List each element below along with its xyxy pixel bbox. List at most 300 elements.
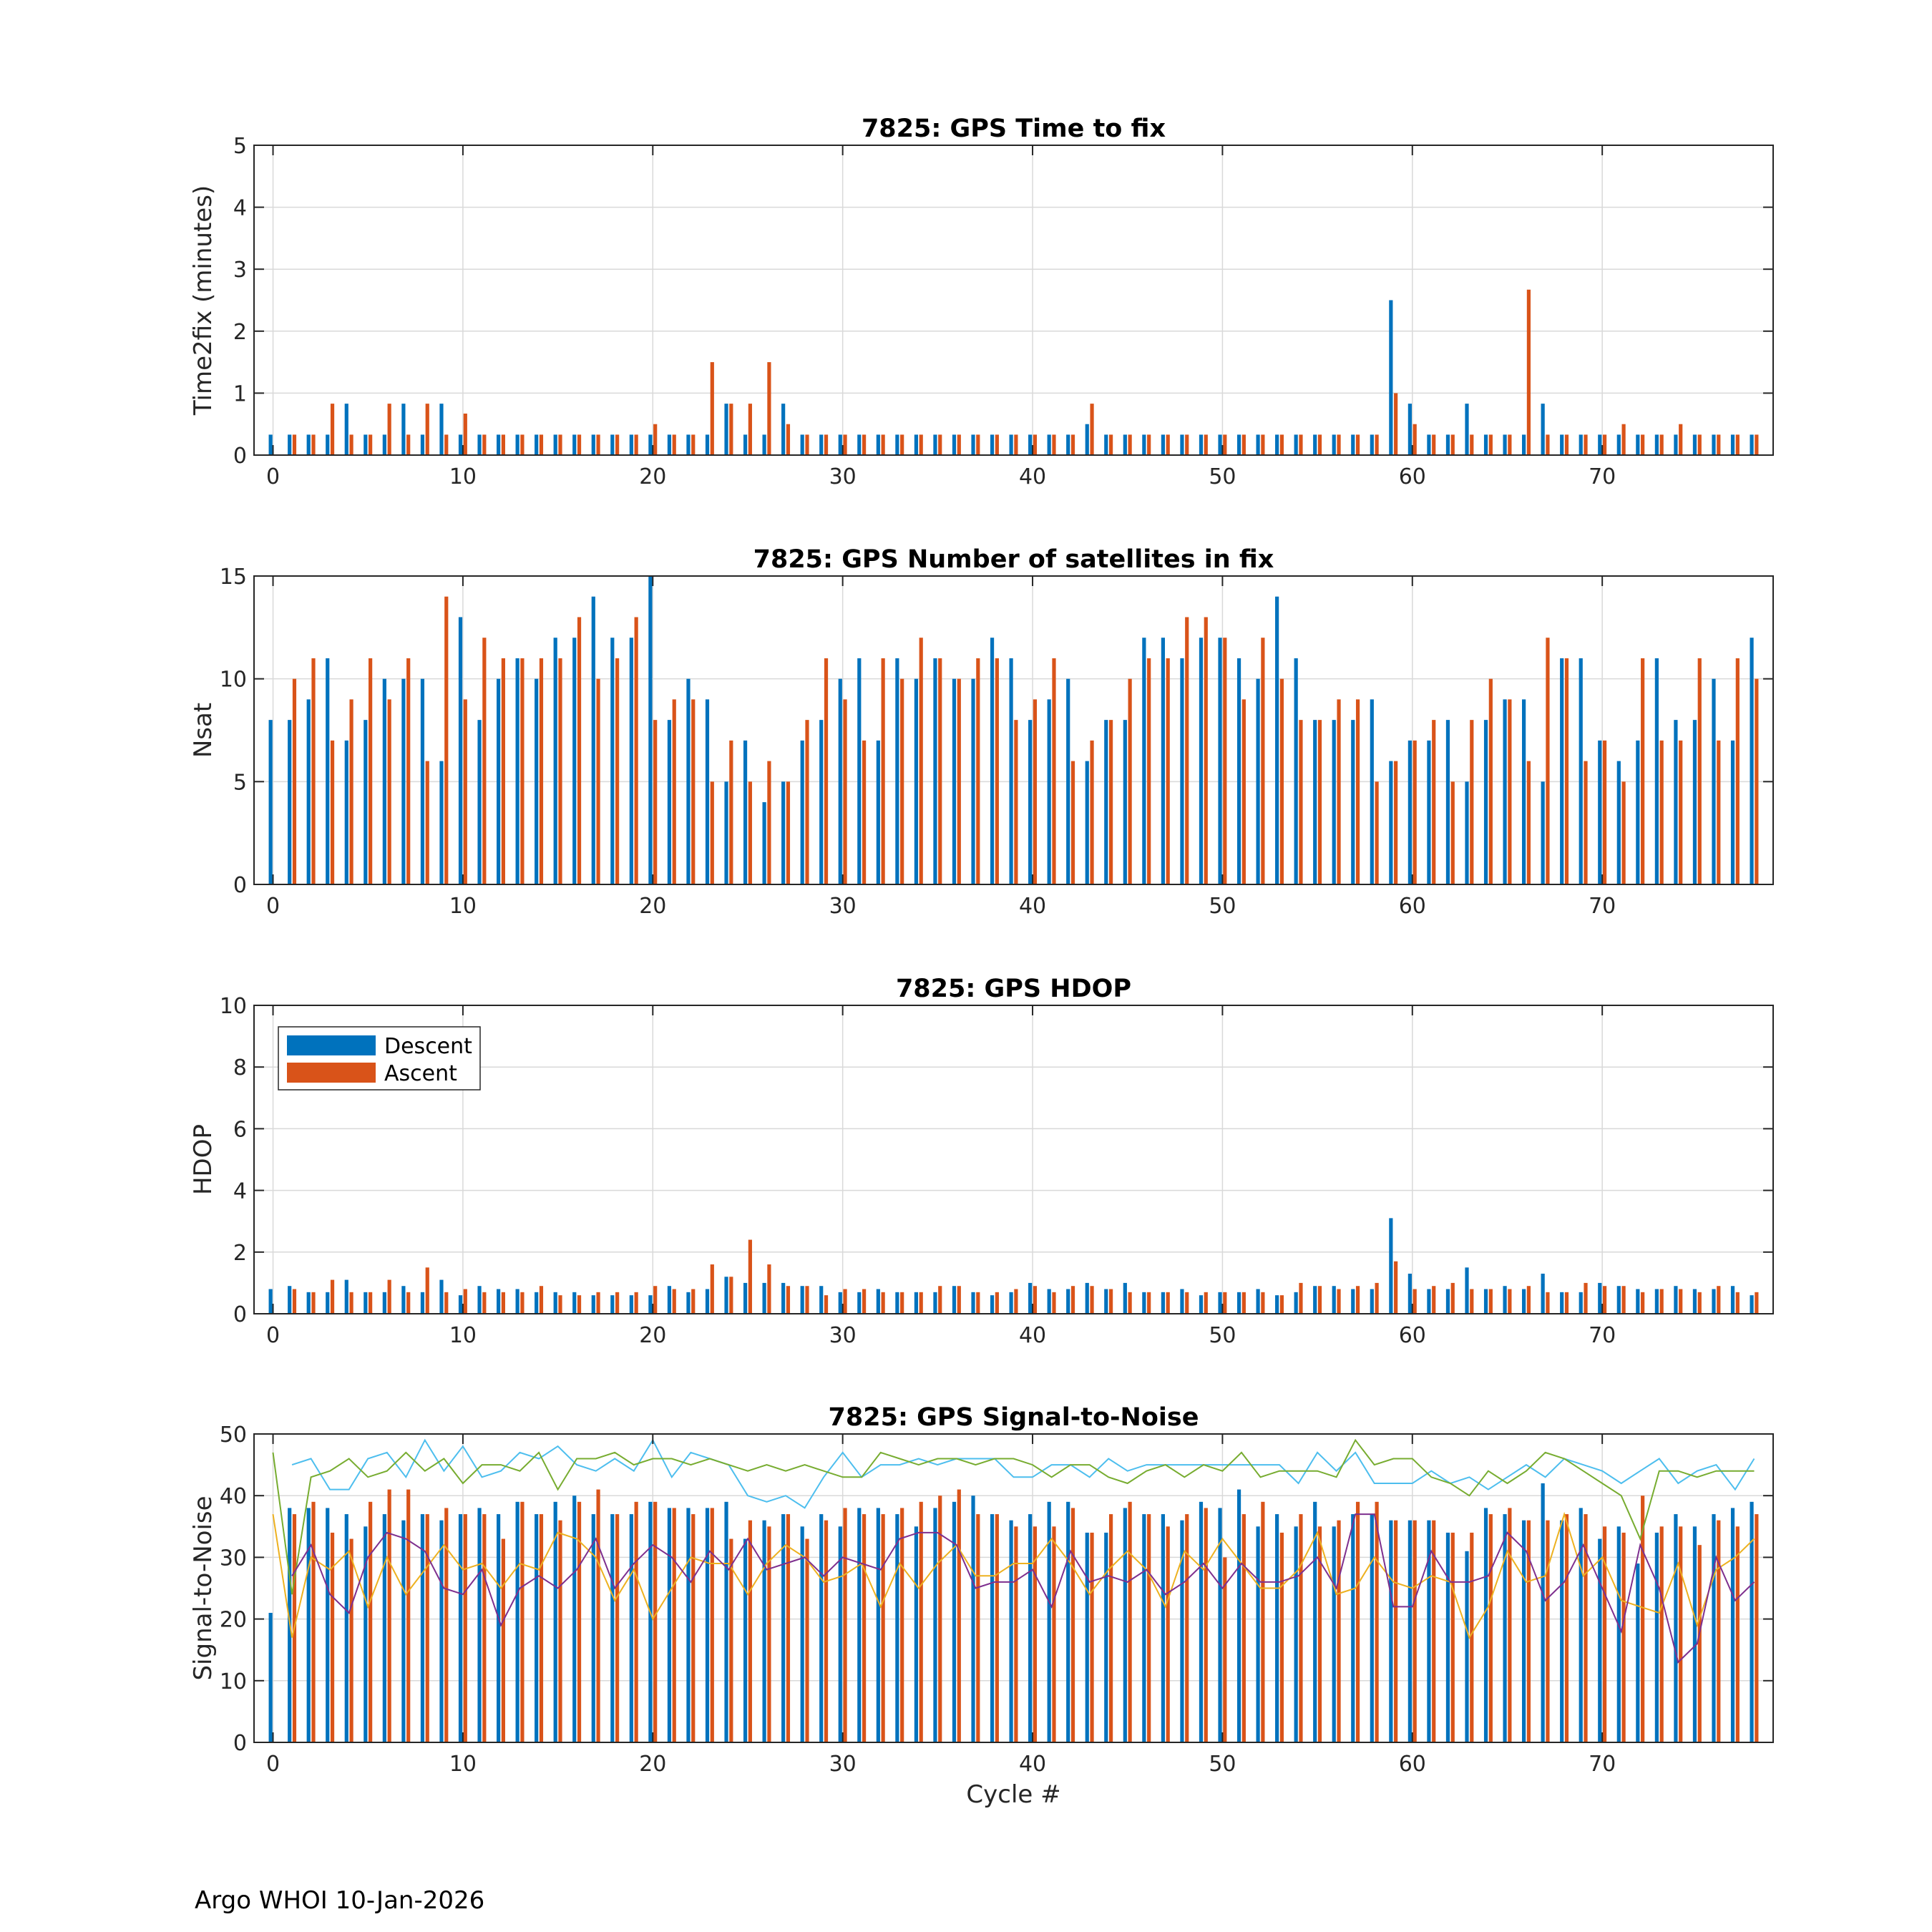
- descent-bar: [839, 1292, 842, 1314]
- ascent-bar: [1432, 1286, 1435, 1314]
- descent-bar: [933, 1508, 937, 1742]
- descent-bar: [1161, 1514, 1165, 1742]
- ascent-bar: [1014, 720, 1018, 884]
- ascent-bar: [1470, 434, 1473, 455]
- ascent-bar: [1204, 1292, 1208, 1314]
- ascent-bar: [711, 362, 714, 455]
- descent-bar: [1693, 434, 1697, 455]
- descent-bar: [743, 1539, 747, 1742]
- descent-bar: [1636, 434, 1639, 455]
- ascent-bar: [1375, 781, 1379, 884]
- ascent-bar: [1166, 1292, 1170, 1314]
- descent-bar: [1541, 404, 1545, 455]
- descent-bar: [1294, 1526, 1298, 1742]
- descent-bar: [269, 720, 273, 884]
- ascent-bar: [748, 1240, 752, 1314]
- descent-bar: [686, 1508, 690, 1742]
- ascent-bar: [1071, 434, 1075, 455]
- ascent-bar: [1261, 434, 1264, 455]
- descent-bar: [686, 679, 690, 884]
- ascent-bar: [331, 1280, 334, 1314]
- descent-bar: [819, 1286, 823, 1314]
- ascent-bar: [311, 1502, 315, 1742]
- ascent-bar: [1337, 1289, 1340, 1314]
- ascent-bar: [653, 424, 657, 455]
- ascent-bar: [976, 658, 980, 884]
- ascent-bar: [1014, 434, 1018, 455]
- descent-bar: [971, 1292, 975, 1314]
- ascent-bar: [1280, 1295, 1284, 1314]
- y-tick-label: 20: [219, 1607, 247, 1633]
- ascent-bar: [1337, 434, 1340, 455]
- descent-bar: [1066, 434, 1070, 455]
- descent-bar: [1750, 1295, 1753, 1314]
- y-tick-label: 50: [219, 1423, 247, 1448]
- ascent-bar: [1147, 1292, 1151, 1314]
- ascent-bar: [843, 1289, 847, 1314]
- descent-bar: [1465, 1267, 1468, 1314]
- ascent-bar: [635, 617, 638, 884]
- ascent-bar: [1223, 434, 1226, 455]
- ascent-bar: [748, 1521, 752, 1742]
- ascent-bar: [882, 1292, 885, 1314]
- descent-bar: [933, 658, 937, 884]
- ascent-bar: [805, 1539, 809, 1742]
- ascent-bar: [1033, 699, 1037, 884]
- descent-bar: [1256, 679, 1259, 884]
- ascent-bar: [1622, 781, 1626, 884]
- ascent-bar: [1717, 741, 1720, 884]
- descent-bar: [1541, 781, 1545, 884]
- ascent-bar: [1489, 679, 1493, 884]
- ascent-bar: [1736, 434, 1740, 455]
- ascent-bar: [1755, 1514, 1758, 1742]
- descent-bar: [1370, 1514, 1374, 1742]
- descent-bar: [1712, 434, 1715, 455]
- ascent-bar: [1280, 1533, 1284, 1742]
- ascent-bar: [1337, 1521, 1340, 1742]
- x-tick-label: 10: [449, 1323, 477, 1348]
- x-tick-label: 70: [1589, 464, 1616, 489]
- descent-bar: [383, 434, 386, 455]
- descent-bar: [401, 1286, 405, 1314]
- ascent-bar: [596, 434, 600, 455]
- descent-bar: [1294, 658, 1298, 884]
- ascent-bar: [1508, 1508, 1511, 1742]
- ascent-bar: [369, 1292, 372, 1314]
- ascent-bar: [1546, 1292, 1549, 1314]
- ascent-bar: [1527, 290, 1531, 455]
- ascent-bar: [1147, 658, 1151, 884]
- ascent-bar: [1204, 1508, 1208, 1742]
- ascent-bar: [1413, 424, 1417, 455]
- descent-bar: [743, 741, 747, 884]
- descent-bar: [1066, 679, 1070, 884]
- descent-bar: [1446, 1289, 1450, 1314]
- legend-label-descent: Descent: [384, 1034, 472, 1059]
- descent-bar: [990, 434, 994, 455]
- descent-bar: [459, 1514, 462, 1742]
- descent-bar: [819, 1514, 823, 1742]
- ascent-bar: [976, 1514, 980, 1742]
- descent-bar: [554, 434, 557, 455]
- ascent-bar: [843, 699, 847, 884]
- descent-bar: [1636, 1289, 1639, 1314]
- ascent-bar: [331, 404, 334, 455]
- legend-label-ascent: Ascent: [384, 1061, 457, 1086]
- descent-bar: [1408, 404, 1412, 455]
- x-tick-label: 50: [1209, 464, 1236, 489]
- ascent-bar: [824, 658, 828, 884]
- ascent-bar: [1660, 741, 1664, 884]
- y-tick-label: 5: [233, 770, 247, 796]
- ascent-bar: [615, 434, 619, 455]
- ascent-bar: [577, 1295, 581, 1314]
- y-tick-label: 10: [219, 994, 247, 1019]
- descent-bar: [1332, 1526, 1336, 1742]
- ascent-bar: [729, 404, 733, 455]
- descent-bar: [724, 781, 728, 884]
- descent-bar: [1048, 1502, 1051, 1742]
- x-tick-label: 70: [1589, 894, 1616, 919]
- ascent-bar: [824, 1521, 828, 1742]
- ascent-bar: [843, 434, 847, 455]
- x-tick-label: 10: [449, 894, 477, 919]
- ascent-bar: [388, 404, 391, 455]
- descent-bar: [706, 699, 709, 884]
- descent-bar: [1275, 434, 1279, 455]
- ascent-bar: [1109, 1289, 1113, 1314]
- ascent-bar: [502, 1539, 505, 1742]
- ascent-bar: [673, 434, 676, 455]
- descent-bar: [1522, 1289, 1526, 1314]
- x-tick-label: 40: [1018, 1752, 1047, 1777]
- descent-bar: [1541, 1274, 1545, 1314]
- descent-bar: [724, 404, 728, 455]
- descent-bar: [914, 679, 918, 884]
- ascent-bar: [1090, 1286, 1093, 1314]
- descent-bar: [477, 434, 481, 455]
- descent-bar: [1617, 1526, 1621, 1742]
- descent-bar: [592, 597, 595, 884]
- ascent-bar: [862, 1289, 866, 1314]
- ascent-bar: [1489, 1289, 1493, 1314]
- descent-bar: [307, 1292, 311, 1314]
- descent-bar: [345, 404, 348, 455]
- ascent-bar: [1318, 1286, 1322, 1314]
- descent-bar: [1199, 638, 1203, 884]
- ascent-bar: [406, 1292, 410, 1314]
- ascent-bar: [1698, 1545, 1702, 1742]
- ascent-bar: [1052, 434, 1055, 455]
- ascent-bar: [1109, 434, 1113, 455]
- descent-bar: [1351, 1289, 1355, 1314]
- ascent-bar: [1660, 434, 1664, 455]
- descent-bar: [1313, 1286, 1317, 1314]
- descent-bar: [1731, 1286, 1735, 1314]
- y-tick-label: 3: [233, 258, 247, 283]
- ascent-bar: [938, 434, 942, 455]
- ascent-bar: [1603, 741, 1606, 884]
- descent-bar: [1598, 434, 1601, 455]
- ascent-bar: [1033, 1286, 1037, 1314]
- ascent-bar: [767, 1264, 771, 1314]
- descent-bar: [1579, 434, 1583, 455]
- ascent-bar: [635, 1502, 638, 1742]
- descent-bar: [914, 1526, 918, 1742]
- descent-bar: [535, 434, 538, 455]
- ascent-bar: [596, 1490, 600, 1742]
- ascent-bar: [1242, 1292, 1246, 1314]
- descent-bar: [819, 720, 823, 884]
- y-tick-label: 2: [233, 1240, 247, 1266]
- descent-bar: [1332, 1286, 1336, 1314]
- descent-bar: [1636, 741, 1639, 884]
- ascent-bar: [1071, 1508, 1075, 1742]
- descent-bar: [1731, 741, 1735, 884]
- descent-bar: [1370, 699, 1374, 884]
- chart-title: 7825: GPS Time to fix: [861, 114, 1166, 143]
- ascent-bar: [502, 1292, 505, 1314]
- axes-4: [189, 1403, 1773, 1809]
- ascent-bar: [957, 679, 961, 884]
- descent-bar: [1484, 1289, 1488, 1314]
- descent-bar: [1275, 597, 1279, 884]
- x-tick-label: 0: [265, 464, 280, 489]
- descent-bar: [743, 1283, 747, 1314]
- plot-area: [254, 576, 1773, 884]
- descent-bar: [1655, 658, 1659, 884]
- ascent-bar: [1755, 434, 1758, 455]
- descent-bar: [706, 1508, 709, 1742]
- descent-bar: [801, 741, 804, 884]
- ascent-bar: [1299, 720, 1302, 884]
- descent-bar: [459, 1295, 462, 1314]
- descent-bar: [1085, 1283, 1089, 1314]
- descent-bar: [1655, 1289, 1659, 1314]
- descent-bar: [572, 1292, 576, 1314]
- y-tick-label: 10: [219, 1669, 247, 1694]
- descent-bar: [1598, 1539, 1601, 1742]
- ascent-bar: [1546, 434, 1549, 455]
- ascent-bar: [1299, 1283, 1302, 1314]
- x-tick-label: 40: [1018, 1323, 1047, 1348]
- ascent-bar: [976, 434, 980, 455]
- descent-bar: [610, 1514, 614, 1742]
- y-axis-label: HDOP: [189, 1123, 218, 1196]
- descent-bar: [1389, 1218, 1392, 1314]
- y-tick-label: 30: [219, 1546, 247, 1571]
- descent-bar: [439, 1280, 443, 1314]
- ascent-bar: [1261, 638, 1264, 884]
- ascent-bar: [1356, 434, 1360, 455]
- ascent-bar: [1242, 1514, 1246, 1742]
- ascent-bar: [1147, 434, 1151, 455]
- ascent-bar: [1052, 1526, 1055, 1742]
- descent-bar: [1275, 1295, 1279, 1314]
- descent-bar: [1446, 1533, 1450, 1742]
- ascent-bar: [957, 1286, 961, 1314]
- ascent-bar: [1261, 1502, 1264, 1742]
- ascent-bar: [464, 1514, 467, 1742]
- chart-title: 7825: GPS HDOP: [895, 975, 1132, 1003]
- descent-bar: [1256, 434, 1259, 455]
- descent-bar: [1522, 1521, 1526, 1742]
- descent-bar: [668, 1508, 671, 1742]
- ascent-bar: [900, 679, 904, 884]
- descent-bar: [1294, 434, 1298, 455]
- ascent-bar: [1223, 638, 1226, 884]
- descent-bar: [971, 679, 975, 884]
- descent-bar: [401, 679, 405, 884]
- axes-1: [189, 114, 1773, 489]
- ascent-bar: [1679, 424, 1682, 455]
- descent-bar: [1370, 1289, 1374, 1314]
- descent-bar: [1579, 1292, 1583, 1314]
- ascent-bar: [919, 1502, 923, 1742]
- ascent-bar: [824, 434, 828, 455]
- ascent-bar: [1413, 1289, 1417, 1314]
- ascent-bar: [426, 1267, 429, 1314]
- ascent-bar: [1736, 1292, 1740, 1314]
- ascent-bar: [1641, 434, 1644, 455]
- x-tick-label: 50: [1209, 894, 1236, 919]
- ascent-bar: [957, 1490, 961, 1742]
- ascent-bar: [558, 1295, 562, 1314]
- descent-bar: [401, 1521, 405, 1742]
- ascent-bar: [1147, 1514, 1151, 1742]
- ascent-bar: [1242, 699, 1246, 884]
- ascent-bar: [1394, 761, 1397, 884]
- ascent-bar: [311, 1292, 315, 1314]
- ascent-bar: [691, 434, 695, 455]
- descent-bar: [1313, 720, 1317, 884]
- plot-area: [254, 145, 1773, 455]
- descent-bar: [1579, 658, 1583, 884]
- ascent-bar: [444, 434, 448, 455]
- descent-bar: [516, 658, 519, 884]
- ascent-bar: [540, 658, 543, 884]
- ascent-bar: [786, 424, 790, 455]
- legend-swatch-descent: [287, 1035, 376, 1055]
- ascent-bar: [711, 1264, 714, 1314]
- descent-bar: [535, 1292, 538, 1314]
- ascent-bar: [1318, 720, 1322, 884]
- ascent-bar: [540, 434, 543, 455]
- ascent-bar: [805, 1286, 809, 1314]
- descent-bar: [839, 434, 842, 455]
- ascent-bar: [444, 597, 448, 884]
- x-tick-label: 30: [829, 1323, 857, 1348]
- ascent-bar: [1071, 761, 1075, 884]
- x-tick-label: 10: [449, 1752, 477, 1777]
- ascent-bar: [1432, 434, 1435, 455]
- ascent-bar: [711, 781, 714, 884]
- descent-bar: [1180, 434, 1184, 455]
- descent-bar: [1484, 720, 1488, 884]
- descent-bar: [383, 1292, 386, 1314]
- ascent-bar: [1299, 434, 1302, 455]
- descent-bar: [1465, 781, 1468, 884]
- descent-bar: [345, 1514, 348, 1742]
- descent-bar: [763, 802, 766, 884]
- ascent-bar: [558, 1521, 562, 1742]
- descent-bar: [1085, 1533, 1089, 1742]
- ascent-bar: [1090, 1533, 1093, 1742]
- descent-bar: [668, 1286, 671, 1314]
- ascent-bar: [1755, 679, 1758, 884]
- descent-bar: [1237, 434, 1241, 455]
- ascent-bar: [311, 658, 315, 884]
- descent-bar: [819, 434, 823, 455]
- ascent-bar: [653, 720, 657, 884]
- ascent-bar: [1394, 1262, 1397, 1314]
- ascent-bar: [691, 699, 695, 884]
- axes-2: [189, 545, 1773, 919]
- x-tick-label: 0: [265, 894, 280, 919]
- ascent-bar: [369, 434, 372, 455]
- ascent-bar: [1033, 434, 1037, 455]
- descent-bar: [990, 1514, 994, 1742]
- descent-bar: [648, 1502, 652, 1742]
- y-tick-label: 8: [233, 1055, 247, 1081]
- descent-bar: [288, 720, 291, 884]
- ascent-bar: [1356, 699, 1360, 884]
- ascent-bar: [957, 434, 961, 455]
- ascent-bar: [406, 434, 410, 455]
- ascent-bar: [653, 1286, 657, 1314]
- descent-bar: [497, 1289, 500, 1314]
- descent-bar: [1693, 720, 1697, 884]
- descent-bar: [1503, 1286, 1506, 1314]
- descent-bar: [952, 434, 956, 455]
- descent-bar: [1332, 434, 1336, 455]
- descent-bar: [345, 1280, 348, 1314]
- ascent-bar: [1527, 1286, 1531, 1314]
- ascent-bar: [1166, 1526, 1170, 1742]
- ascent-bar: [349, 434, 353, 455]
- descent-bar: [1446, 434, 1450, 455]
- descent-bar: [610, 638, 614, 884]
- descent-bar: [1731, 1508, 1735, 1742]
- descent-bar: [1123, 1508, 1127, 1742]
- descent-bar: [383, 679, 386, 884]
- ascent-bar: [482, 434, 486, 455]
- descent-bar: [781, 404, 785, 455]
- descent-bar: [895, 434, 899, 455]
- ascent-bar: [1717, 434, 1720, 455]
- ascent-bar: [293, 679, 296, 884]
- descent-bar: [421, 434, 424, 455]
- descent-bar: [952, 679, 956, 884]
- descent-bar: [990, 638, 994, 884]
- ascent-bar: [426, 1514, 429, 1742]
- ascent-bar: [1451, 1533, 1455, 1742]
- ascent-bar: [711, 1508, 714, 1742]
- footer-credit: Argo WHOI 10-Jan-2026: [195, 1886, 485, 1915]
- ascent-bar: [426, 761, 429, 884]
- ascent-bar: [1717, 1521, 1720, 1742]
- ascent-bar: [1565, 1514, 1568, 1742]
- ascent-bar: [843, 1508, 847, 1742]
- ascent-bar: [805, 434, 809, 455]
- descent-bar: [763, 1283, 766, 1314]
- descent-bar: [686, 1292, 690, 1314]
- y-tick-label: 10: [219, 667, 247, 693]
- ascent-bar: [1470, 720, 1473, 884]
- ascent-bar: [862, 741, 866, 884]
- descent-bar: [497, 434, 500, 455]
